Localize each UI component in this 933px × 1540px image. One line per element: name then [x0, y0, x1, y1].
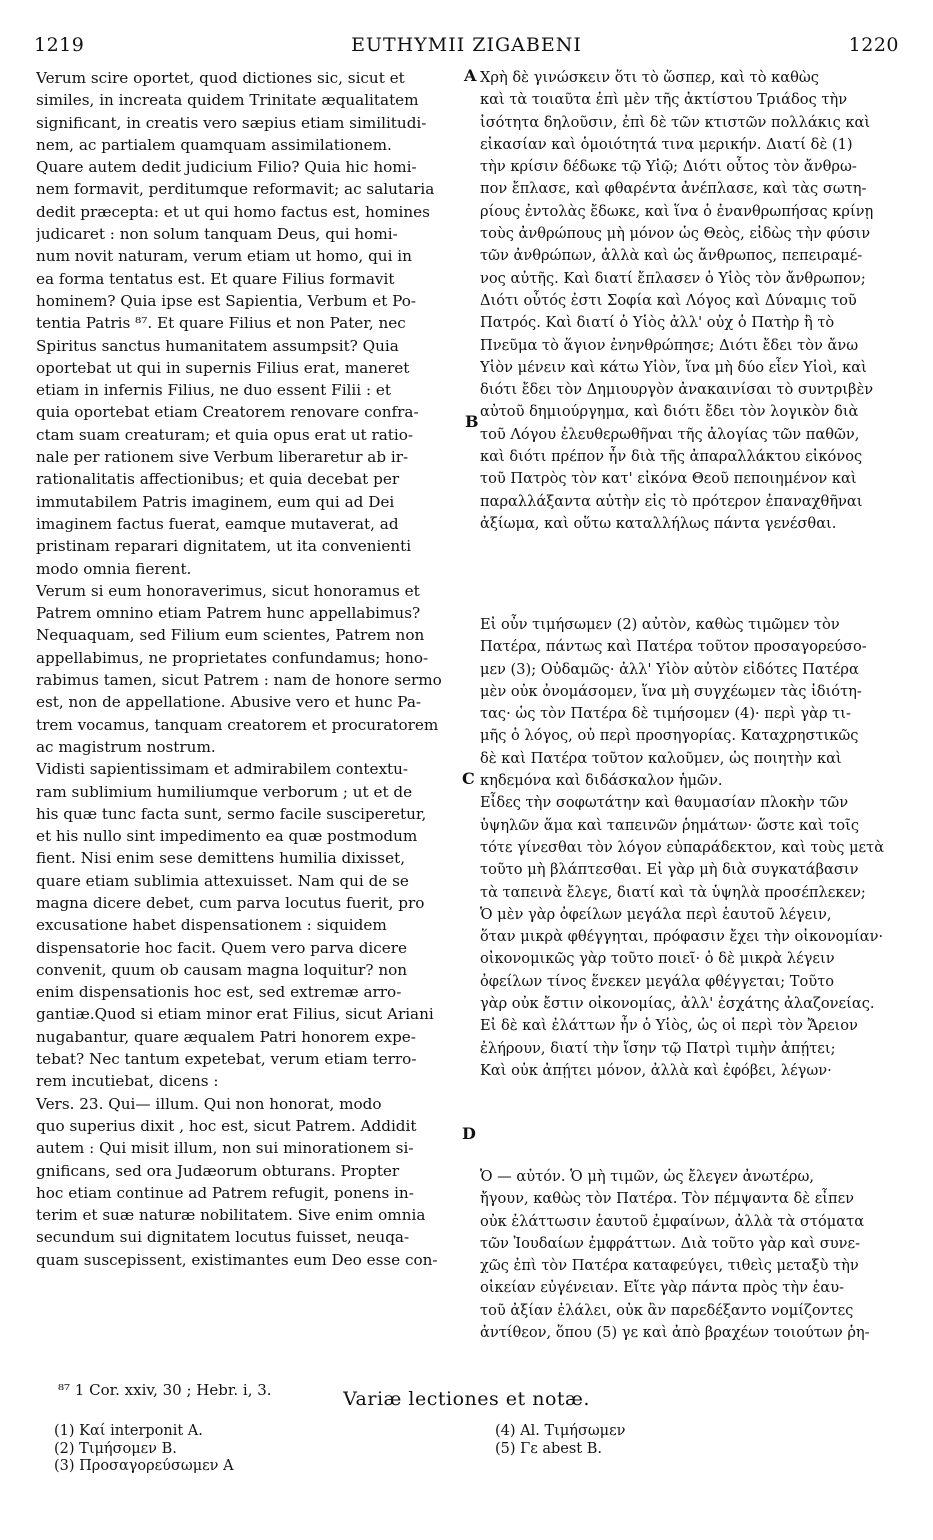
- text-line: Ὁ μὲν γὰρ ὀφείλων μεγάλα περὶ ἑαυτοῦ λέγειν,: [480, 905, 832, 923]
- text-line: γὰρ οὐκ ἔστιν οἰκονομίας, ἀλλ' ἐσχάτης ἀλαζονείας.: [480, 995, 875, 1013]
- variant-note: (3) Προσαγορεύσωμεν A: [54, 1458, 234, 1474]
- text-line: Εἶδες τὴν σοφωτάτην καὶ θαυμασίαν πλοκὴν τῶν: [480, 794, 849, 812]
- margin-marker-b: B: [465, 412, 479, 431]
- text-line: num novit naturam, verum etiam ut homo, qui in: [36, 247, 412, 266]
- text-line: rem incutiebat, dicens :: [36, 1072, 219, 1091]
- text-line: excusatione habet dispensationem : siquidem: [36, 916, 387, 935]
- text-line: Πατέρα, πάντως καὶ Πατέρα τοῦτον προσαγορεύσο-: [480, 638, 867, 656]
- text-line: tebat? Nec tantum expetebat, verum etiam terro-: [36, 1050, 417, 1069]
- text-line: judicaret : non solum tanquam Deus, qui homi-: [36, 225, 398, 244]
- text-line: nem formavit, perditumque reformavit; ac salutaria: [36, 180, 435, 199]
- left-page-number: 1219: [34, 34, 85, 56]
- text-line: πον ἔπλασε, καὶ φθαρέντα ἀνέπλασε, καὶ τὰς σωτη-: [480, 180, 867, 198]
- margin-marker-d: D: [462, 1124, 476, 1143]
- text-line: est, non de appellatione. Abusive vero et hunc Pa-: [36, 693, 422, 712]
- text-line: οἰκονομικῶς γὰρ τοῦτο ποιεῖ· ὁ δὲ μικρὰ λέγειν: [480, 950, 835, 968]
- text-line: διότι ἔδει τὸν Δημιουργὸν ἀνακαινίσαι τὸ συντριβὲν: [480, 381, 874, 399]
- text-line: Πνεῦμα τὸ ἅγιον ἐνηνθρώπησε; Διότι ἔδει τὸν ἄνω: [480, 336, 859, 354]
- text-line: ἤγουν, καθὼς τὸν Πατέρα. Τὸν πέμψαντα δὲ εἶπεν: [480, 1190, 855, 1208]
- text-line: ὑψηλῶν ἅμα καὶ ταπεινῶν ῥημάτων· ὥστε καὶ τοῖς: [480, 816, 859, 834]
- text-line: μὲν οὐκ ὀνομάσομεν, ἵνα μὴ συγχέωμεν τὰς ἰδιότη-: [480, 682, 862, 700]
- text-line: Vers. 23. Qui— illum. Qui non honorat, modo: [36, 1094, 382, 1113]
- text-line: καὶ διότι πρέπον ἦν διὰ τῆς ἀπαραλλάκτου εἰκόνος: [480, 448, 863, 466]
- text-line: enim dispensationis hoc est, sed extremæ arro-: [36, 983, 402, 1002]
- greek-paragraph-1: [480, 67, 900, 535]
- text-line: Πατρός. Καὶ διατί ὁ Υἱὸς ἀλλ' οὐχ ὁ Πατὴρ ἢ τὸ: [480, 314, 835, 332]
- greek-column-middle: [480, 614, 900, 1082]
- right-page-number: 1220: [848, 34, 899, 56]
- margin-marker-c: C: [462, 769, 475, 788]
- text-line: καὶ τὰ τοιαῦτα ἐπὶ μὲν τῆς ἀκτίστου Τριάδος τὴν: [480, 91, 848, 109]
- text-line: τὰ ταπεινὰ ἔλεγε, διατί καὶ τὰ ὑψηλὰ προσέπλεκεν;: [480, 883, 866, 901]
- latin-paragraph-1: [36, 67, 450, 580]
- text-line: τῶν ἀνθρώπων, ἀλλὰ καὶ ὡς ἄνθρωπος, πεπειραμέ-: [480, 247, 863, 265]
- text-line: Διότι οὗτός ἐστι Σοφία καὶ Λόγος καὶ Δύναμις τοῦ: [480, 291, 857, 309]
- text-line: τοῦτο μὴ βλάπτεσθαι. Εἰ γὰρ μὴ διὰ συγκατάβασιν: [480, 861, 859, 879]
- latin-paragraph-3: [36, 758, 450, 1092]
- running-title: EUTHYMII ZIGABENI: [351, 34, 582, 56]
- text-line: ac magistrum nostrum.: [36, 737, 216, 756]
- text-line: Verum si eum honoraverimus, sicut honoramus et: [36, 581, 420, 600]
- text-line: μῆς ὁ λόγος, οὐ περὶ προσηγορίας. Καταχρηστικῶς: [480, 727, 859, 745]
- text-line: παραλλάξαντα αὐτὴν εἰς τὸ πρότερον ἐπαναχθῆναι: [480, 492, 863, 510]
- text-line: autem : Qui misit illum, non sui minorationem si-: [36, 1139, 414, 1158]
- text-line: quia oportebat etiam Creatorem renovare confra-: [36, 403, 419, 422]
- text-line: Patrem omnino etiam Patrem hunc appellabimus?: [36, 604, 421, 623]
- latin-paragraph-4: [36, 1093, 450, 1271]
- text-line: his quæ tunc facta sunt, sermo facile susciperetur,: [36, 804, 427, 823]
- text-line: αὐτοῦ δημιούργημα, καὶ διότι ἔδει τὸν λογικὸν διὰ: [480, 403, 859, 421]
- text-line: modo omnia fierent.: [36, 559, 192, 578]
- text-line: quo superius dixit , hoc est, sicut Patrem. Addidit: [36, 1116, 417, 1135]
- text-line: gnificans, sed ora Judæorum obturans. Propter: [36, 1161, 400, 1180]
- variant-notes-left: [54, 1423, 234, 1476]
- text-line: Spiritus sanctus humanitatem assumpsit? Quia: [36, 336, 399, 355]
- text-line: τοῦ ἀξίαν ἐλάλει, οὐκ ἂν παρεδέξαντο νομίζοντες: [480, 1301, 854, 1319]
- latin-column: [36, 67, 450, 1271]
- text-line: pristinam reparari dignitatem, ut ita convenienti: [36, 537, 412, 556]
- text-line: ὀφείλων τίνος ἕνεκεν μεγάλα φθέγγεται; Τοῦτο: [480, 972, 835, 990]
- text-line: tentia Patris ⁸⁷. Et quare Filius et non Pater, nec: [36, 314, 406, 333]
- text-line: τοῦ Πατρὸς τὸν κατ' εἰκόνα Θεοῦ πεποιημένον καὶ: [480, 470, 857, 488]
- text-line: ὅταν μικρὰ φθέγγηται, πρόφασιν ἔχει τὴν οἰκονομίαν·: [480, 928, 884, 946]
- text-line: ram sublimium humiliumque verborum ; ut et de: [36, 782, 413, 801]
- variant-note: (2) Τιμήσομεν B.: [54, 1440, 177, 1457]
- text-line: nale per rationem sive Verbum liberaretur ab ir-: [36, 448, 409, 467]
- text-line: similes, in increata quidem Trinitate æqualitatem: [36, 91, 419, 110]
- text-line: fient. Nisi enim sese demittens humilia dixisset,: [36, 849, 406, 868]
- text-line: gantiæ.Quod si etiam minor erat Filius, sicut Ariani: [36, 1005, 434, 1024]
- text-line: Ὁ — αὐτόν. Ὁ μὴ τιμῶν, ὡς ἔλεγεν ἀνωτέρω,: [480, 1168, 815, 1185]
- text-line: oportebat ut qui in supernis Filius erat, maneret: [36, 358, 410, 377]
- text-line: hominem? Quia ipse est Sapientia, Verbum et Po-: [36, 291, 417, 310]
- text-line: Καὶ οὐκ ἀπῄτει μόνον, ἀλλὰ καὶ ἐφόβει, λέγων·: [480, 1061, 832, 1079]
- text-line: ἰσότητα δηλοῦσιν, ἐπὶ δὲ τῶν κτιστῶν πολλάκις καὶ: [480, 113, 871, 131]
- notes-title: Variæ lectiones et notæ.: [343, 1388, 590, 1410]
- text-line: δὲ καὶ Πατέρα τοῦτον καλοῦμεν, ὡς ποιητὴν καὶ: [480, 749, 842, 767]
- text-line: rabimus tamen, sicut Patrem : nam de honore sermo: [36, 671, 442, 690]
- text-line: magna dicere debet, cum parva locutus fuerit, pro: [36, 893, 425, 912]
- text-line: εἰκασίαν καὶ ὁμοιότητά τινα μερικήν. Διατί δὲ (1): [480, 135, 853, 153]
- text-line: nem, ac partialem quamquam assimilationem.: [36, 135, 392, 154]
- text-line: significant, in creatis vero sæpius etiam similitudi-: [36, 113, 427, 132]
- text-line: dispensatorie hoc facit. Quem vero parva dicere: [36, 938, 408, 957]
- text-line: Vidisti sapientissimam et admirabilem contextu-: [36, 760, 409, 779]
- text-line: τοῦ Λόγου ἐλευθερωθῆναι τῆς ἀλογίας τῶν παθῶν,: [480, 425, 860, 443]
- text-line: ἐλήρουν, διατί τὴν ἴσην τῷ Πατρὶ τιμὴν ἀπῄτει;: [480, 1039, 836, 1057]
- text-line: trem vocamus, tanquam creatorem et procuratorem: [36, 715, 439, 734]
- greek-paragraph-4: [480, 1166, 900, 1344]
- text-line: immutabilem Patris imaginem, eum qui ad Dei: [36, 492, 395, 511]
- text-line: οὐκ ἐλάττωσιν ἑαυτοῦ ἐμφαίνων, ἀλλὰ τὰ στόματα: [480, 1212, 865, 1230]
- text-line: convenit, quum ob causam magna loquitur? non: [36, 960, 408, 979]
- variant-note: (4) Al. Τιμήσωμεν: [495, 1423, 626, 1439]
- text-line: ρίους ἐντολὰς ἔδωκε, καὶ ἵνα ὁ ἐνανθρωπήσας κρίνῃ: [480, 202, 874, 220]
- text-line: hoc etiam continue ad Patrem refugit, ponens in-: [36, 1183, 414, 1202]
- text-line: Χρὴ δὲ γινώσκειν ὅτι τὸ ὥσπερ, καὶ τὸ καθὼς: [480, 69, 819, 86]
- text-line: rationalitatis affectionibus; et quia decebat per: [36, 470, 400, 489]
- text-line: secundum sui dignitatem locutus fuisset, neuqa-: [36, 1228, 410, 1247]
- greek-column-lower: [480, 1166, 900, 1344]
- greek-column-upper: [480, 67, 900, 535]
- text-line: et his nullo sint impedimento ea quæ postmodum: [36, 827, 418, 846]
- latin-paragraph-2: [36, 580, 450, 758]
- variant-note: (5) Γε abest B.: [495, 1440, 602, 1457]
- text-line: ea forma tentatus est. Et quare Filius formavit: [36, 269, 395, 288]
- text-line: χῶς ἐπὶ τὸν Πατέρα καταφεύγει, τιθεὶς μεταξὺ τὴν: [480, 1257, 859, 1275]
- text-line: τας· ὡς τὸν Πατέρα δὲ τιμήσομεν (4)· περὶ γὰρ τι-: [480, 705, 851, 723]
- text-line: quare etiam sublimia attexuisset. Nam qui de se: [36, 871, 409, 890]
- text-line: ctam suam creaturam; et quia opus erat ut ratio-: [36, 425, 414, 444]
- text-line: τότε γίνεσθαι τὸν λόγον εὐπαράδεκτον, καὶ τοὺς μετὰ: [480, 838, 885, 856]
- text-line: quam suscepissent, existimantes eum Deo esse con-: [36, 1250, 438, 1269]
- text-line: κηδεμόνα καὶ διδάσκαλον ἡμῶν.: [480, 772, 723, 790]
- text-line: μεν (3); Οὐδαμῶς· ἀλλ' Υἱὸν αὐτὸν εἰδότες Πατέρα: [480, 660, 859, 678]
- text-line: imaginem factus fuerat, eamque mutaverat, ad: [36, 514, 399, 533]
- text-line: ἀντίθεον, ὅπου (5) γε καὶ ἀπὸ βραχέων τοιούτων ῥη-: [480, 1324, 870, 1342]
- text-line: etiam in infernis Filius, ne duo essent Filii : et: [36, 381, 391, 400]
- variant-note: (1) Καί interponit A.: [54, 1423, 203, 1439]
- greek-paragraph-3: [480, 792, 900, 1082]
- greek-paragraph-2: [480, 614, 900, 792]
- text-line: dedit præcepta: et ut qui homo factus est, homines: [36, 202, 430, 221]
- text-line: terim et suæ naturæ nobilitatem. Sive enim omnia: [36, 1206, 426, 1225]
- text-line: οἰκείαν εὐγένειαν. Εἴτε γὰρ πάντα πρὸς τὴν ἑαυ-: [480, 1279, 845, 1297]
- margin-marker-a: A: [464, 66, 477, 85]
- text-line: appellabimus, ne proprietates confundamus; hono-: [36, 648, 429, 667]
- text-line: τὴν κρίσιν δέδωκε τῷ Υἱῷ; Διότι οὗτος τὸν ἄνθρω-: [480, 158, 857, 176]
- variant-notes-right: [495, 1423, 625, 1458]
- text-line: νος αὐτῆς. Καὶ διατί ἔπλασεν ὁ Υἱὸς τὸν ἄνθρωπον;: [480, 269, 866, 287]
- text-line: Quare autem dedit judicium Filio? Quia hic homi-: [36, 158, 417, 177]
- text-line: Εἰ δὲ καὶ ἐλάττων ἦν ὁ Υἱὸς, ὡς οἱ περὶ τὸν Ἄρειον: [480, 1017, 858, 1035]
- text-line: τοὺς ἀνθρώπους μὴ μόνον ὡς Θεὸς, εἰδὼς τὴν φύσιν: [480, 225, 871, 243]
- text-line: Nequaquam, sed Filium eum scientes, Patrem non: [36, 626, 425, 645]
- text-line: Υἱὸν μένειν καὶ κάτω Υἱὸν, ἵνα μὴ δύο εἶεν Υἱοὶ, καὶ: [480, 358, 867, 376]
- text-line: Εἰ οὖν τιμήσωμεν (2) αὐτὸν, καθὼς τιμῶμεν τὸν: [480, 616, 840, 633]
- text-line: τῶν Ἰουδαίων ἐμφράττων. Διὰ τοῦτο γὰρ καὶ συνε-: [480, 1234, 861, 1252]
- text-line: ἀξίωμα, καὶ οὕτω καταλλήλως πάντα γενέσθαι.: [480, 514, 837, 532]
- text-line: nugabantur, quare æqualem Patri honorem expe-: [36, 1027, 416, 1046]
- text-line: Verum scire oportet, quod dictiones sic, sicut et: [36, 69, 405, 87]
- footnote: ⁸⁷ 1 Cor. xxiv, 30 ; Hebr. i, 3.: [58, 1381, 272, 1399]
